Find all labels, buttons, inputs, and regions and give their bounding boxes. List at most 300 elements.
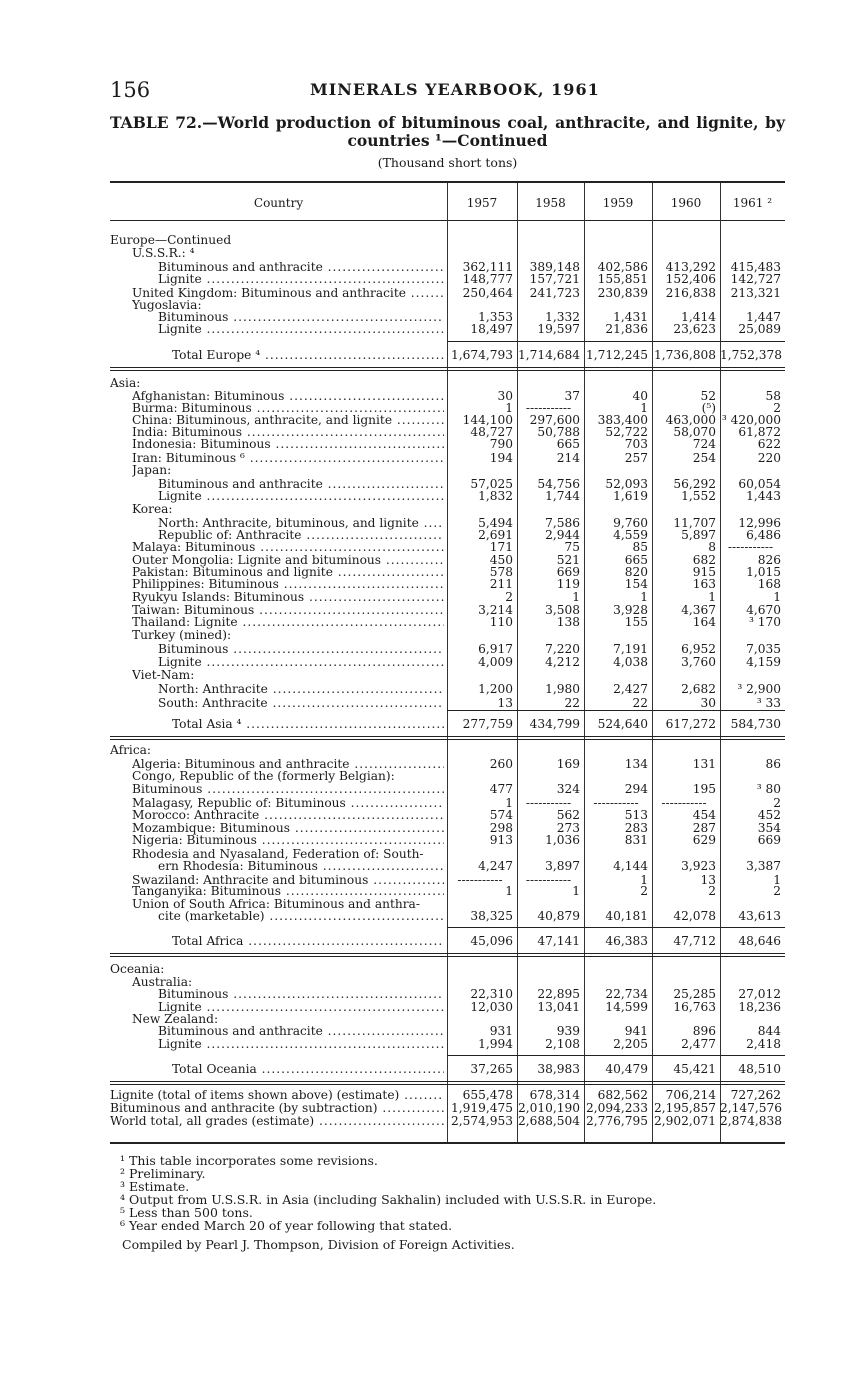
row-label: Bituminous and anthracite (by subtraction) ..... xyxy=(110,1102,444,1115)
cell-1959: 22 xyxy=(632,696,648,710)
cell-1957: 38,325 xyxy=(470,909,513,923)
cell-1959: 22,734 xyxy=(605,987,648,1001)
cell-1957: 1,919,475 xyxy=(450,1101,513,1115)
row-label: Korea: xyxy=(132,503,173,516)
cell-1961: 2,147,576 xyxy=(720,1101,783,1115)
cell-1961: 12,996 xyxy=(738,516,781,530)
total-double-rule xyxy=(110,370,785,371)
cell-1957: 30 xyxy=(497,389,513,403)
row-label: Malagasy, Republic of: Bituminous ..... xyxy=(132,797,444,810)
cell-1960: 629 xyxy=(692,833,716,847)
cell-1960: 1,736,808 xyxy=(653,348,716,362)
row-label: U.S.S.R.: ⁴ xyxy=(132,247,195,260)
row-label: Iran: Bituminous ⁶ ..... xyxy=(132,452,444,465)
cell-1959: 383,400 xyxy=(597,413,648,427)
cell-1959: 1 xyxy=(640,873,648,887)
cell-1958: 389,148 xyxy=(529,260,580,274)
cell-1959: 46,383 xyxy=(605,934,648,948)
cell-1958: 324 xyxy=(556,782,580,796)
cell-1959: 40 xyxy=(632,389,648,403)
row-label: Union of South Africa: Bituminous and anthra- xyxy=(132,898,420,911)
cell-1959: 2,427 xyxy=(613,682,648,696)
column-header-1: 1957 xyxy=(466,196,498,210)
cell-1958: 273 xyxy=(556,821,580,835)
cell-1958: 4,212 xyxy=(545,655,580,669)
row-label: Australia: xyxy=(132,976,193,989)
cell-1959: 230,839 xyxy=(597,286,648,300)
cell-1958: 678,314 xyxy=(529,1088,580,1102)
cell-1959: 2,094,233 xyxy=(585,1101,648,1115)
running-head: MINERALS YEARBOOK, 1961 xyxy=(310,80,600,99)
cell-1958: 297,600 xyxy=(529,413,580,427)
row-label: New Zealand: xyxy=(132,1013,219,1026)
row-label: Nigeria: Bituminous ..... xyxy=(132,834,444,847)
cell-1959: 682,562 xyxy=(597,1088,648,1102)
cell-1957: 1,994 xyxy=(478,1037,513,1051)
footnote: ⁶ Year ended March 20 of year following that stated. xyxy=(120,1218,453,1233)
cell-1958: 19,597 xyxy=(537,322,580,336)
cell-1958: 3,508 xyxy=(545,603,580,617)
cell-1960: 896 xyxy=(692,1024,716,1038)
cell-1959: 4,038 xyxy=(613,655,648,669)
cell-1957: 578 xyxy=(489,565,513,579)
cell-1957: 2,574,953 xyxy=(450,1114,513,1128)
cell-1958: 157,721 xyxy=(529,272,580,286)
cell-1959: 2,776,795 xyxy=(585,1114,648,1128)
cell-1959: 85 xyxy=(632,540,648,554)
row-label: Lignite ..... xyxy=(158,490,444,503)
row-label: Asia: xyxy=(110,377,141,390)
cell-1961: ³ 170 xyxy=(748,615,781,629)
table-row xyxy=(110,963,785,976)
row-label: Total Africa ..... xyxy=(172,935,444,948)
cell-1958: ----------- xyxy=(525,401,572,415)
cell-1961: 354 xyxy=(757,821,781,835)
cell-1959: 155,851 xyxy=(597,272,648,286)
cell-1961: 1,752,378 xyxy=(720,348,783,362)
cell-1959: 4,144 xyxy=(613,859,648,873)
cell-1957: 790 xyxy=(489,437,513,451)
row-label: Lignite (total of items shown above) (estimate) ..... xyxy=(110,1089,444,1102)
cell-1961: 4,670 xyxy=(746,603,781,617)
cell-1958: 1,332 xyxy=(545,310,580,324)
cell-1958: ----------- xyxy=(525,873,572,887)
table-row xyxy=(110,770,785,783)
cell-1959: 14,599 xyxy=(605,1000,648,1014)
row-label: Bituminous ..... xyxy=(132,783,444,796)
table-row xyxy=(110,656,785,669)
row-label: World total, all grades (estimate) ..... xyxy=(110,1115,444,1128)
cell-1958: 7,220 xyxy=(545,642,580,656)
row-label: Lignite ..... xyxy=(158,323,444,336)
cell-1961: 27,012 xyxy=(738,987,781,1001)
cell-1961: 727,262 xyxy=(730,1088,781,1102)
cell-1957: 3,214 xyxy=(478,603,513,617)
cell-1958: 1,036 xyxy=(545,833,580,847)
row-label: Total Asia ⁴ ..... xyxy=(172,718,444,731)
cell-1958: 50,788 xyxy=(537,425,580,439)
cell-1959: 1 xyxy=(640,401,648,415)
cell-1958: 1 xyxy=(572,590,580,604)
cell-1959: 2 xyxy=(640,884,648,898)
cell-1958: 40,879 xyxy=(537,909,580,923)
cell-1961: 60,054 xyxy=(738,477,781,491)
row-label: Lignite ..... xyxy=(158,656,444,669)
cell-1957: 1,674,793 xyxy=(450,348,513,362)
table-row xyxy=(110,323,785,336)
cell-1959: 7,191 xyxy=(613,642,648,656)
table-bottom-rule xyxy=(110,1142,785,1144)
cell-1960: 131 xyxy=(692,757,716,771)
page-number: 156 xyxy=(110,78,151,102)
cell-1960: 164 xyxy=(692,615,716,629)
total-double-rule xyxy=(110,953,785,954)
cell-1961: 1,447 xyxy=(746,310,781,324)
row-label: cite (marketable) ..... xyxy=(158,910,444,923)
cell-1961: 3,387 xyxy=(746,859,781,873)
cell-1958: 7,586 xyxy=(545,516,580,530)
cell-1957: 450 xyxy=(489,553,513,567)
cell-1961: 25,089 xyxy=(738,322,781,336)
cell-1958: 47,141 xyxy=(537,934,580,948)
row-label: China: Bituminous, anthracite, and lignite ..... xyxy=(132,414,444,427)
cell-1961: 213,321 xyxy=(730,286,781,300)
cell-1959: 294 xyxy=(624,782,648,796)
row-label: Lignite ..... xyxy=(158,1038,444,1051)
row-label: Taiwan: Bituminous ..... xyxy=(132,604,444,617)
cell-1960: 23,623 xyxy=(673,322,716,336)
cell-1958: ----------- xyxy=(525,796,572,810)
subtotal-rule xyxy=(447,341,785,342)
cell-1957: 277,759 xyxy=(462,717,513,731)
row-label: Pakistan: Bituminous and lignite ..... xyxy=(132,566,444,579)
row-label: Mozambique: Bituminous ..... xyxy=(132,822,444,835)
cell-1960: 915 xyxy=(692,565,716,579)
row-label: Bituminous ..... xyxy=(158,311,444,324)
cell-1958: 2,010,190 xyxy=(517,1101,580,1115)
cell-1957: 2 xyxy=(505,590,513,604)
cell-1957: 57,025 xyxy=(470,477,513,491)
cell-1957: 574 xyxy=(489,808,513,822)
compiled-by: Compiled by Pearl J. Thompson, Division of Foreign Activities. xyxy=(122,1237,515,1252)
table-row xyxy=(110,629,785,642)
cell-1960: 4,367 xyxy=(681,603,716,617)
cell-1959: 9,760 xyxy=(613,516,648,530)
cell-1959: 52,722 xyxy=(605,425,648,439)
row-label: United Kingdom: Bituminous and anthracite ..... xyxy=(132,287,444,300)
cell-1958: 3,897 xyxy=(545,859,580,873)
cell-1957: 1,353 xyxy=(478,310,513,324)
cell-1958: 169 xyxy=(556,757,580,771)
table-row xyxy=(110,834,785,847)
cell-1957: 13 xyxy=(497,696,513,710)
cell-1960: 1,414 xyxy=(681,310,716,324)
cell-1957: 477 xyxy=(489,782,513,796)
row-label: Burma: Bituminous ..... xyxy=(132,402,444,415)
cell-1959: 1,712,245 xyxy=(585,348,648,362)
cell-1960: (⁵) xyxy=(701,401,716,415)
cell-1957: 1 xyxy=(505,796,513,810)
cell-1961: 220 xyxy=(757,451,781,465)
cell-1959: 21,836 xyxy=(605,322,648,336)
cell-1958: 665 xyxy=(556,437,580,451)
cell-1957: 194 xyxy=(489,451,513,465)
cell-1961: 2 xyxy=(773,401,781,415)
row-label: India: Bituminous ..... xyxy=(132,426,444,439)
cell-1961: 168 xyxy=(757,577,781,591)
cell-1958: 75 xyxy=(564,540,580,554)
cell-1961: 48,646 xyxy=(738,934,781,948)
cell-1958: 22 xyxy=(564,696,580,710)
total-double-rule xyxy=(110,739,785,740)
row-label: Oceania: xyxy=(110,963,165,976)
cell-1960: 2,195,857 xyxy=(653,1101,716,1115)
cell-1961: 1,443 xyxy=(746,489,781,503)
cell-1958: 669 xyxy=(556,565,580,579)
column-header-5: 1961 ² xyxy=(732,196,773,210)
cell-1958: 54,756 xyxy=(537,477,580,491)
cell-1957: 22,310 xyxy=(470,987,513,1001)
cell-1959: ----------- xyxy=(593,796,639,810)
cell-1961: ----------- xyxy=(727,540,774,554)
cell-1957: 260 xyxy=(489,757,513,771)
table-row xyxy=(110,910,785,923)
cell-1961: 622 xyxy=(757,437,781,451)
table-row xyxy=(110,503,785,516)
cell-1961: 584,730 xyxy=(730,717,781,731)
cell-1959: 820 xyxy=(624,565,648,579)
cell-1961: 2,874,838 xyxy=(720,1114,783,1128)
cell-1961: 1 xyxy=(773,590,781,604)
row-label: Philippines: Bituminous ..... xyxy=(132,578,444,591)
cell-1960: 47,712 xyxy=(673,934,716,948)
table-row xyxy=(110,438,785,451)
cell-1961: 2,418 xyxy=(746,1037,781,1051)
footnote: ² Preliminary. xyxy=(120,1166,206,1181)
row-label: Congo, Republic of the (formerly Belgian): xyxy=(132,770,395,783)
cell-1960: 11,707 xyxy=(673,516,716,530)
row-label: Turkey (mined): xyxy=(132,629,232,642)
footnote: ¹ This table incorporates some revisions. xyxy=(120,1153,378,1168)
row-label: Bituminous ..... xyxy=(158,988,444,1001)
cell-1958: 434,799 xyxy=(529,717,580,731)
table-row xyxy=(110,247,785,260)
cell-1960: 30 xyxy=(700,696,716,710)
table-title-line-2: countries ¹—Continued xyxy=(347,131,548,150)
cell-1957: 211 xyxy=(489,577,513,591)
cell-1961: 4,159 xyxy=(746,655,781,669)
cell-1961: 142,727 xyxy=(730,272,781,286)
row-label: Swaziland: Anthracite and bituminous ..... xyxy=(132,874,444,887)
cell-1957: 655,478 xyxy=(462,1088,513,1102)
table-row xyxy=(110,273,785,286)
cell-1960: 2,477 xyxy=(681,1037,716,1051)
row-label: Lignite ..... xyxy=(158,1001,444,1014)
cell-1960: 45,421 xyxy=(673,1062,716,1076)
row-label: Viet-Nam: xyxy=(132,669,195,682)
cell-1961: 415,483 xyxy=(730,260,781,274)
cell-1961: ³ 2,900 xyxy=(737,682,781,696)
cell-1957: 1,832 xyxy=(478,489,513,503)
cell-1958: 1,744 xyxy=(545,489,580,503)
cell-1958: 22,895 xyxy=(537,987,580,1001)
cell-1958: 939 xyxy=(556,1024,580,1038)
table-row xyxy=(110,234,785,247)
row-label: North: Anthracite, bituminous, and lignite ..... xyxy=(158,517,444,530)
table-row xyxy=(110,616,785,629)
cell-1957: 110 xyxy=(489,615,513,629)
cell-1961: 2 xyxy=(773,884,781,898)
cell-1957: 4,009 xyxy=(478,655,513,669)
footnote: ³ Estimate. xyxy=(120,1179,190,1194)
total-row xyxy=(110,718,785,731)
footnote: ⁵ Less than 500 tons. xyxy=(120,1205,253,1220)
cell-1961: 86 xyxy=(765,757,781,771)
cell-1958: 562 xyxy=(556,808,580,822)
cell-1960: 3,760 xyxy=(681,655,716,669)
cell-1960: 454 xyxy=(692,808,716,822)
cell-1960: 195 xyxy=(692,782,716,796)
cell-1961: ³ 33 xyxy=(756,696,781,710)
cell-1959: 40,479 xyxy=(605,1062,648,1076)
cell-1960: 5,897 xyxy=(681,528,716,542)
cell-1958: 13,041 xyxy=(537,1000,580,1014)
table-title xyxy=(110,114,785,150)
column-header-3: 1959 xyxy=(602,196,634,210)
row-label: Tanganyika: Bituminous ..... xyxy=(132,885,444,898)
cell-1960: 52 xyxy=(700,389,716,403)
cell-1957: 298 xyxy=(489,821,513,835)
cell-1959: 283 xyxy=(624,821,648,835)
row-label: Africa: xyxy=(110,744,152,757)
total-double-rule xyxy=(110,1081,785,1082)
subtotal-rule xyxy=(447,1055,785,1056)
cell-1959: 40,181 xyxy=(605,909,648,923)
cell-1961: 1,015 xyxy=(746,565,781,579)
cell-1958: 119 xyxy=(556,577,580,591)
cell-1957: 5,494 xyxy=(478,516,513,530)
cell-1960: 463,000 xyxy=(665,413,716,427)
cell-1960: 706,214 xyxy=(665,1088,716,1102)
cell-1958: 38,983 xyxy=(537,1062,580,1076)
cell-1959: 703 xyxy=(624,437,648,451)
footnote: ⁴ Output from U.S.S.R. in Asia (including Sakhalin) included with U.S.S.R. in Europe. xyxy=(120,1192,657,1207)
cell-1957: 931 xyxy=(489,1024,513,1038)
cell-1961: ³ 420,000 xyxy=(721,413,781,427)
cell-1960: 287 xyxy=(692,821,716,835)
table-row xyxy=(110,697,785,710)
total-double-rule xyxy=(110,1084,785,1085)
cell-1959: 134 xyxy=(624,757,648,771)
cell-1960: 152,406 xyxy=(665,272,716,286)
cell-1960: ----------- xyxy=(661,796,707,810)
cell-1958: 521 xyxy=(556,553,580,567)
table-row xyxy=(110,1038,785,1051)
cell-1961: 61,872 xyxy=(738,425,781,439)
cell-1959: 402,586 xyxy=(597,260,648,274)
table-row xyxy=(110,1115,785,1128)
row-label: Total Oceania ..... xyxy=(172,1063,444,1076)
cell-1961: 7,035 xyxy=(746,642,781,656)
cell-1960: 56,292 xyxy=(673,477,716,491)
cell-1961: 669 xyxy=(757,833,781,847)
table-row xyxy=(110,860,785,873)
cell-1960: 1,552 xyxy=(681,489,716,503)
cell-1958: 1,980 xyxy=(545,682,580,696)
cell-1959: 831 xyxy=(624,833,648,847)
cell-1960: 1 xyxy=(708,590,716,604)
row-label: Indonesia: Bituminous ..... xyxy=(132,438,444,451)
column-header-2: 1958 xyxy=(535,196,566,210)
total-double-rule xyxy=(110,956,785,957)
cell-1961: 6,486 xyxy=(746,528,781,542)
cell-1961: 2 xyxy=(773,796,781,810)
cell-1959: 941 xyxy=(624,1024,648,1038)
cell-1961: 844 xyxy=(757,1024,781,1038)
cell-1959: 3,928 xyxy=(613,603,648,617)
cell-1959: 257 xyxy=(624,451,648,465)
cell-1958: 1,714,684 xyxy=(517,348,580,362)
cell-1961: 58 xyxy=(765,389,781,403)
cell-1957: 1 xyxy=(505,884,513,898)
table-row xyxy=(110,490,785,503)
cell-1960: 42,078 xyxy=(673,909,716,923)
row-label: Algeria: Bituminous and anthracite ..... xyxy=(132,758,444,771)
cell-1959: 1,431 xyxy=(613,310,648,324)
cell-1957: 48,727 xyxy=(470,425,513,439)
cell-1960: 8 xyxy=(708,540,716,554)
cell-1960: 25,285 xyxy=(673,987,716,1001)
table-row xyxy=(110,464,785,477)
table-row xyxy=(110,541,785,554)
cell-1961: 826 xyxy=(757,553,781,567)
cell-1960: 216,838 xyxy=(665,286,716,300)
row-label: Rhodesia and Nyasaland, Federation of: South- xyxy=(132,848,424,861)
cell-1957: 2,691 xyxy=(478,528,513,542)
table-row xyxy=(110,783,785,796)
row-label: Malaya: Bituminous ..... xyxy=(132,541,444,554)
row-label: Total Europe ⁴ ..... xyxy=(172,349,444,362)
cell-1957: 45,096 xyxy=(470,934,513,948)
row-label: Outer Mongolia: Lignite and bituminous ..... xyxy=(132,554,444,567)
cell-1960: 682 xyxy=(692,553,716,567)
cell-1957: 1,200 xyxy=(478,682,513,696)
cell-1958: 2,108 xyxy=(545,1037,580,1051)
row-label: Republic of: Anthracite ..... xyxy=(158,529,444,542)
cell-1957: 144,100 xyxy=(462,413,513,427)
cell-1960: 6,952 xyxy=(681,642,716,656)
row-label: Yugoslavia: xyxy=(132,299,202,312)
cell-1959: 665 xyxy=(624,553,648,567)
row-label: Bituminous and anthracite ..... xyxy=(158,478,444,491)
table-row xyxy=(110,377,785,390)
cell-1960: 617,272 xyxy=(665,717,716,731)
cell-1957: 913 xyxy=(489,833,513,847)
cell-1959: 52,093 xyxy=(605,477,648,491)
row-label: Europe—Continued xyxy=(110,234,232,247)
cell-1959: 1 xyxy=(640,590,648,604)
cell-1957: 250,464 xyxy=(462,286,513,300)
cell-1958: 2,688,504 xyxy=(517,1114,580,1128)
cell-1959: 4,559 xyxy=(613,528,648,542)
cell-1957: 1 xyxy=(505,401,513,415)
cell-1960: 254 xyxy=(692,451,716,465)
cell-1961: 43,613 xyxy=(738,909,781,923)
cell-1958: 37 xyxy=(564,389,580,403)
cell-1959: 513 xyxy=(624,808,648,822)
cell-1958: 2,944 xyxy=(545,528,580,542)
cell-1957: 12,030 xyxy=(470,1000,513,1014)
